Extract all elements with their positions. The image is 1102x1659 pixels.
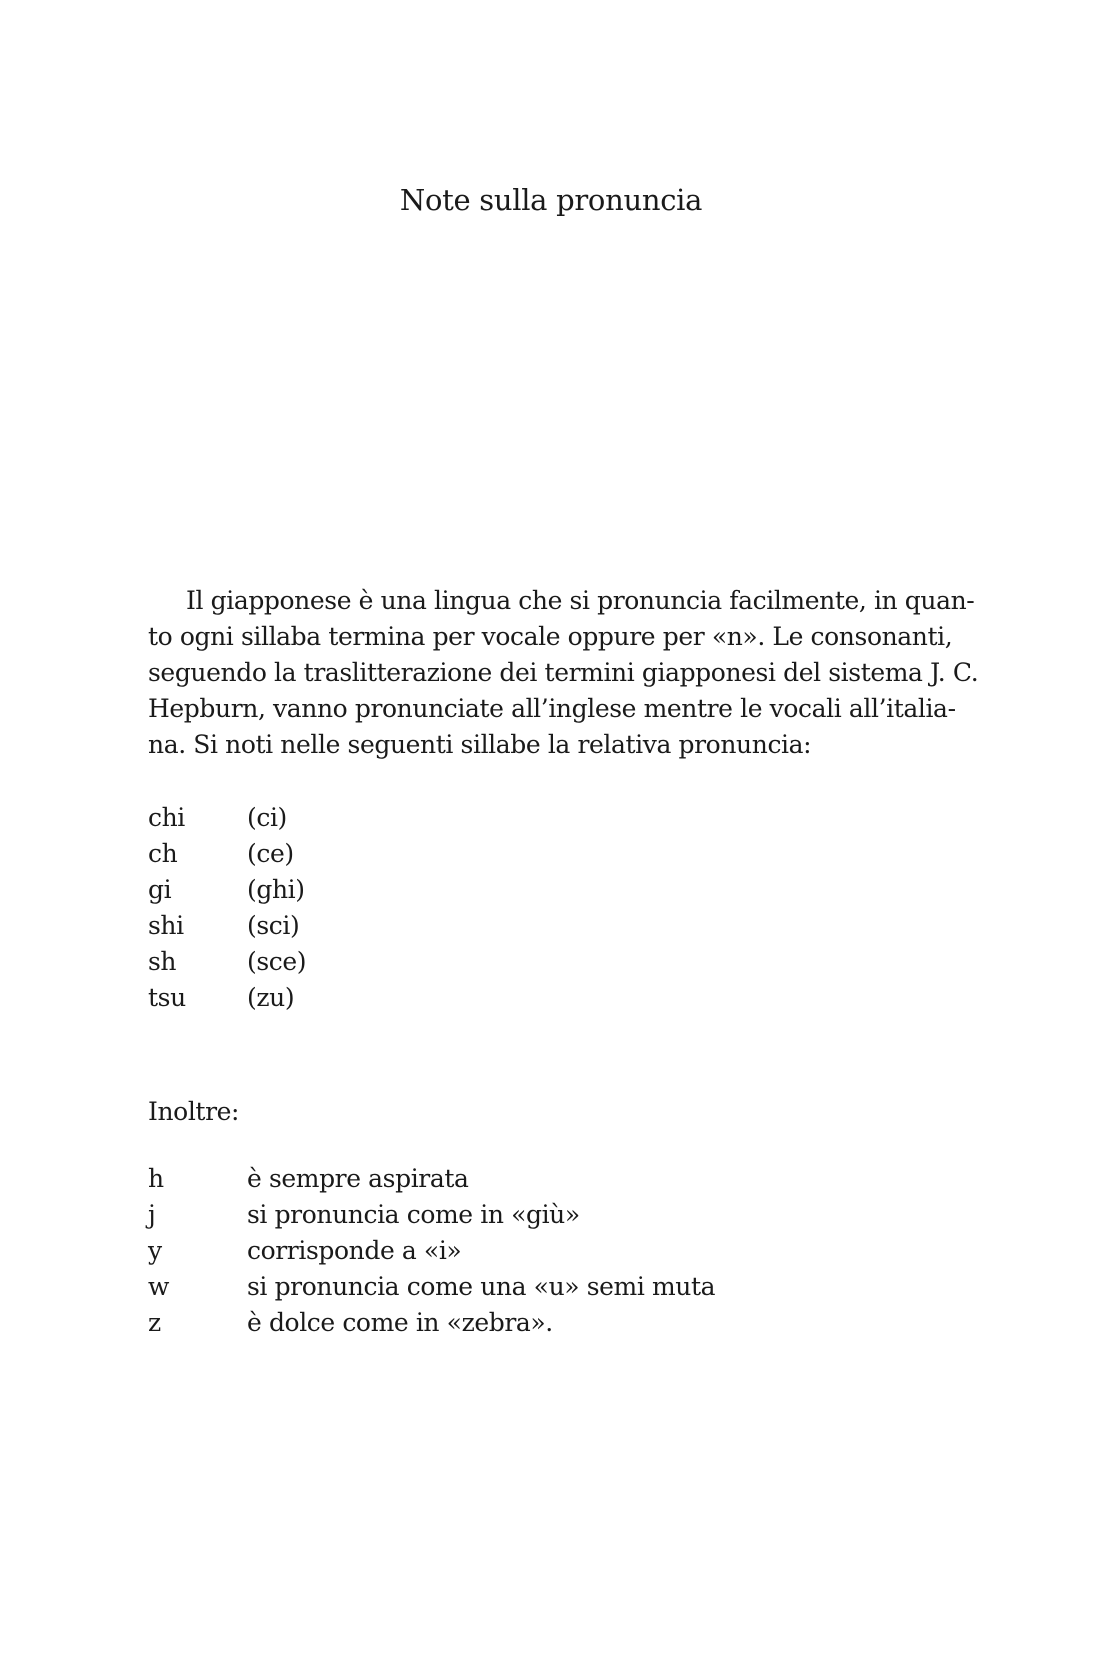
syllable-pronunciation: (ce) xyxy=(247,839,294,868)
consonant-row xyxy=(148,1233,715,1269)
syllable-pronunciation: (ci) xyxy=(247,803,287,832)
syllable-romaji: tsu xyxy=(148,983,186,1012)
intro-line: na. Si noti nelle seguenti sillabe la relativa pronuncia: xyxy=(148,730,812,759)
consonant-letter: h xyxy=(148,1164,164,1193)
syllable-romaji: sh xyxy=(148,947,177,976)
consonant-note: si pronuncia come in «giù» xyxy=(247,1200,580,1229)
consonant-letter: w xyxy=(148,1272,169,1301)
page-title: Note sulla pronuncia xyxy=(399,183,703,217)
intro-line: Hepburn, vanno pronunciate all’inglese mentre le vocali all’italia- xyxy=(148,694,956,723)
syllable-romaji: shi xyxy=(148,911,184,940)
intro-line: Il giapponese è una lingua che si pronuncia facilmente, in quan- xyxy=(186,586,975,615)
consonant-letter: z xyxy=(148,1308,161,1337)
syllable-pronunciation: (zu) xyxy=(247,983,295,1012)
consonant-row xyxy=(148,1305,715,1341)
intro-line: to ogni sillaba termina per vocale oppure per «n». Le consonanti, xyxy=(148,622,953,651)
intro-paragraph xyxy=(148,583,979,763)
consonant-note: corrisponde a «i» xyxy=(247,1236,462,1265)
syllable-row xyxy=(148,980,306,1016)
consonant-letter: y xyxy=(148,1236,162,1265)
syllable-romaji: chi xyxy=(148,803,185,832)
consonant-note: è dolce come in «zebra». xyxy=(247,1308,553,1337)
syllable-pronunciation: (ghi) xyxy=(247,875,305,904)
consonant-row xyxy=(148,1161,715,1197)
consonant-row xyxy=(148,1197,715,1233)
consonant-letter: j xyxy=(148,1200,156,1229)
consonant-note: si pronuncia come una «u» semi muta xyxy=(247,1272,716,1301)
syllable-row xyxy=(148,800,306,836)
also-label: Inoltre: xyxy=(148,1097,240,1126)
consonant-note: è sempre aspirata xyxy=(247,1164,469,1193)
syllable-row xyxy=(148,908,306,944)
syllable-row xyxy=(148,872,306,908)
syllable-romaji: gi xyxy=(148,875,172,904)
syllable-table xyxy=(148,800,306,1016)
syllable-pronunciation: (sce) xyxy=(247,947,307,976)
syllable-row xyxy=(148,836,306,872)
syllable-romaji: ch xyxy=(148,839,178,868)
syllable-pronunciation: (sci) xyxy=(247,911,300,940)
consonant-row xyxy=(148,1269,715,1305)
syllable-row xyxy=(148,944,306,980)
consonant-table xyxy=(148,1161,715,1341)
intro-line: seguendo la traslitterazione dei termini giapponesi del sistema J. C. xyxy=(148,658,979,687)
